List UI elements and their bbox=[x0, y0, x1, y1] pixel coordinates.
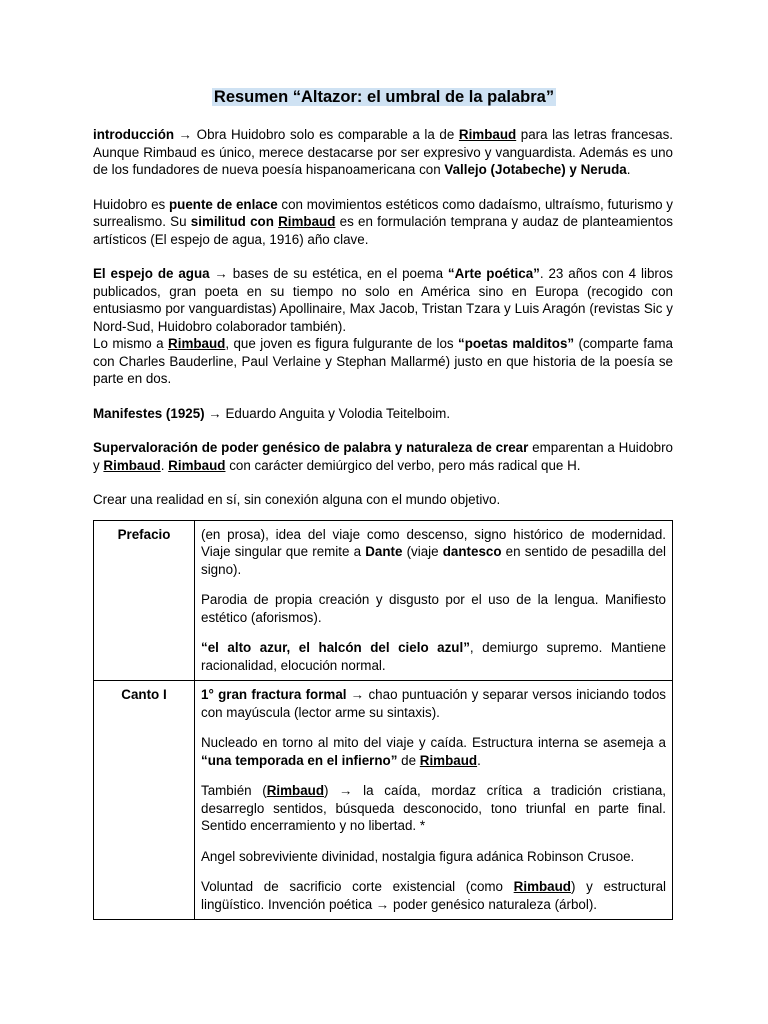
intro-paragraph: introducción → Obra Huidobro solo es comparable a la de Rimbaud para las letras francesas. Aunque Rimbaud es único, merece destacarse por ser expresivo y vanguardista. Además es uno de los fundadores de nueva poesía hispanoamericana con Vallejo (Jotabeche) y Neruda. bbox=[93, 127, 673, 177]
row-label-prefacio: Prefacio bbox=[94, 520, 195, 681]
canto-paragraph-3: También (Rimbaud) → la caída, mordaz crítica a tradición cristiana, desarreglo sentidos, búsqueda desconocido, tono triunfal en parte final. Sentido encerramiento y no libertad. * bbox=[201, 783, 666, 833]
prefacio-paragraph-2: Parodia de propia creación y disgusto por el uso de la lengua. Manifiesto estético (aforismos). bbox=[201, 592, 666, 625]
table-row bbox=[94, 520, 673, 681]
document-title: Resumen “Altazor: el umbral de la palabra” bbox=[213, 88, 555, 106]
enlace-paragraph: Huidobro es puente de enlace con movimientos estéticos como dadaísmo, ultraísmo, futurismo y surrealismo. Su similitud con Rimbaud es en formulación temprana y audaz de planteamientos artísticos (El espejo de agua, 1916) año clave. bbox=[93, 196, 673, 247]
supervaloracion-paragraph: Supervaloración de poder genésico de palabra y naturaleza de crear emparentan a Huidobro y Rimbaud. Rimbaud con carácter demiúrgico del verbo, pero más radical que H. bbox=[93, 440, 673, 473]
crear-paragraph: Crear una realidad en sí, sin conexión alguna con el mundo objetivo. bbox=[93, 492, 501, 507]
manifestes-paragraph: Manifestes (1925) → Eduardo Anguita y Volodia Teitelboim. bbox=[93, 405, 451, 421]
canto-paragraph-2: Nucleado en torno al mito del viaje y caída. Estructura interna se asemeja a “una temporada en el infierno” de Rimbaud. bbox=[201, 735, 666, 768]
row-label-canto-i: Canto I bbox=[94, 681, 195, 920]
prefacio-paragraph-3: “el alto azur, el halcón del cielo azul”, demiurgo supremo. Mantiene racionalidad, elocución normal. bbox=[201, 640, 666, 673]
document-body bbox=[93, 126, 673, 920]
prefacio-paragraph-1: (en prosa), idea del viaje como descenso, signo histórico de modernidad. Viaje singular que remite a Dante (viaje dantesco en sentido de pesadilla del signo). bbox=[201, 526, 666, 577]
row-body-canto-i bbox=[195, 681, 673, 920]
canto-paragraph-1: 1° gran fractura formal → chao puntuación y separar versos iniciando todos con mayúscula (lector arme su sintaxis). bbox=[201, 687, 666, 720]
espejo-paragraph: El espejo de agua → bases de su estética, en el poema “Arte poética”. 23 años con 4 libros publicados, gran poeta en su tiempo no solo en América sino en Europa (recogido con entusiasmo por vanguardistas) Apollinaire, Max Jacob, Tristan Tzara y Luis Aragón (revistas Sic y Nord-Sud, Huidobro colaborador también). bbox=[93, 266, 673, 334]
row-body-prefacio bbox=[195, 520, 673, 681]
canto-paragraph-4: Angel sobreviviente divinidad, nostalgia figura adánica Robinson Crusoe. bbox=[201, 848, 635, 864]
canto-paragraph-5: Voluntad de sacrificio corte existencial (como Rimbaud) y estructural lingüístico. Invención poética → poder genésico naturaleza (árbol). bbox=[201, 879, 666, 912]
malditos-paragraph: Lo mismo a Rimbaud, que joven es figura fulgurante de los “poetas malditos” (comparte fama con Charles Bauderline, Paul Verlaine y Stephan Mallarmé) justo en que historia de la poesía se parte en dos. bbox=[93, 336, 673, 386]
summary-table bbox=[93, 520, 673, 921]
table-row bbox=[94, 681, 673, 920]
